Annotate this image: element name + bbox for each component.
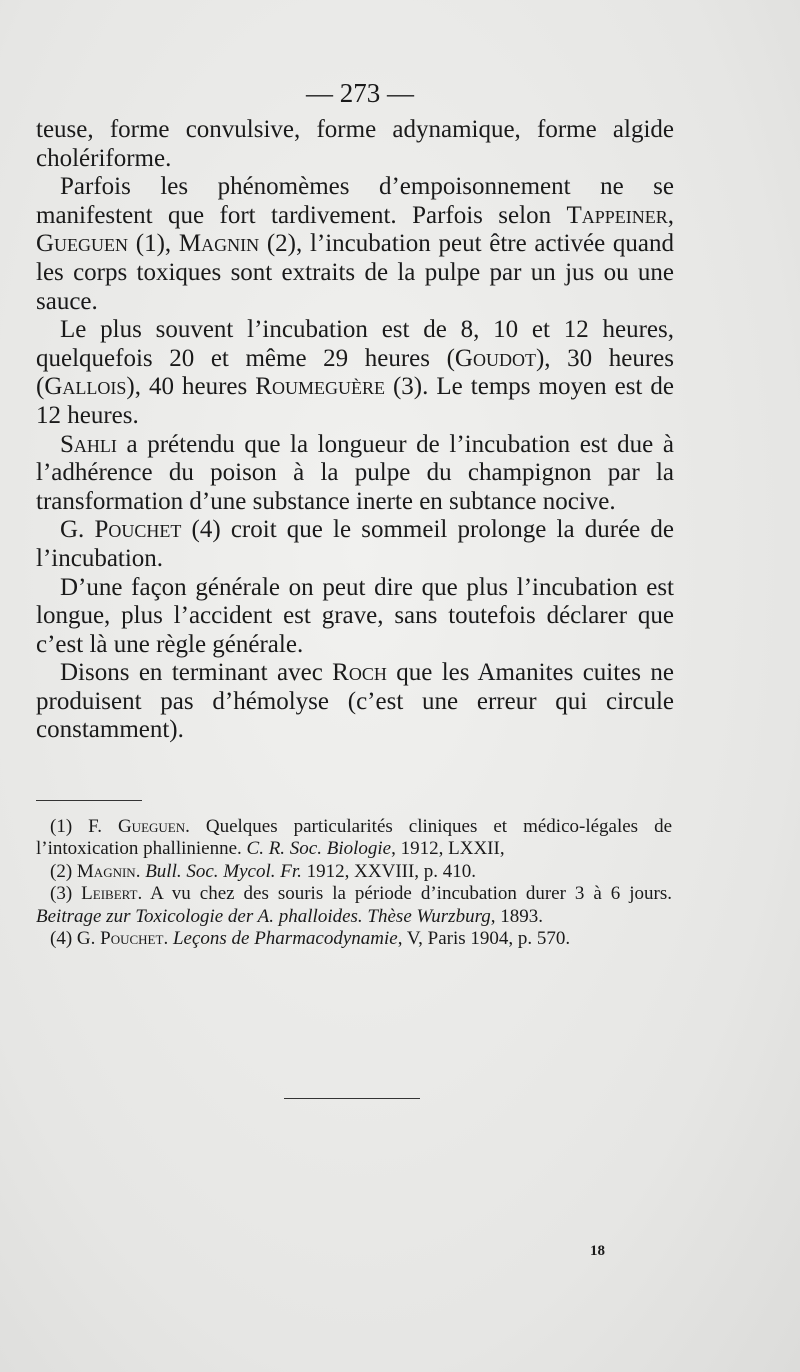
text: a prétendu que la longueur de l’incubation est due à l’adhérence du poison à la pulpe du champignon par la transformation d’une substance inerte en subtance nocive. bbox=[36, 430, 674, 515]
text: . bbox=[135, 860, 146, 882]
author-name: Pouchet bbox=[100, 928, 164, 950]
paragraph-7 bbox=[36, 659, 674, 745]
text: ), 30 heures ( bbox=[36, 344, 674, 401]
paragraph-3 bbox=[36, 316, 674, 430]
citation-title: C. R. Soc. Biologie bbox=[246, 838, 392, 860]
footnote-3 bbox=[36, 883, 672, 928]
paragraph-2 bbox=[36, 173, 674, 316]
text: Parfois les phénomèmes d’empoisonnement ne se manifestent que fort tardivement. Parfois selon bbox=[36, 173, 674, 229]
author-name: Sahli bbox=[60, 430, 117, 458]
footnote-separator bbox=[36, 800, 142, 801]
citation-title: Beitrage zur Toxicologie der A. phalloides. Thèse Wurzburg bbox=[36, 905, 491, 927]
text: , bbox=[667, 201, 674, 229]
author-name: Gueguen bbox=[117, 816, 186, 837]
footnote-number: (4) G. bbox=[50, 928, 101, 950]
text: teuse, forme convulsive, forme adynamique, forme algide cholériforme. bbox=[36, 116, 674, 172]
signature-mark: 18 bbox=[590, 1243, 605, 1259]
text: (1), bbox=[128, 230, 179, 258]
text: (3). Le temps moyen est de 12 heures. bbox=[36, 373, 674, 429]
text: . bbox=[163, 928, 173, 950]
author-name: Leibert bbox=[81, 883, 138, 905]
author-name: Roch bbox=[332, 659, 387, 687]
text: D’une façon générale on peut dire que plus l’incubation est longue, plus l’accident est grave, sans toutefois déclarer que c’est là une règle générale. bbox=[36, 573, 674, 658]
author-name: Magnin bbox=[76, 860, 136, 882]
text: (2), l’incubation peut être activée quand les corps toxiques sont extraits de la pulpe par un jus ou une sauce. bbox=[36, 230, 674, 315]
footnote-4 bbox=[36, 928, 672, 950]
text: 1912, XXVIII, p. 410. bbox=[301, 860, 477, 882]
citation-title: Bull. Soc. Mycol. Fr. bbox=[145, 860, 302, 882]
text: Disons en terminant avec bbox=[60, 659, 333, 687]
footnote-2 bbox=[36, 861, 672, 883]
paragraph-6 bbox=[36, 574, 674, 660]
author-name: Goudot bbox=[454, 344, 536, 372]
page-number: — 273 — bbox=[306, 78, 414, 108]
text: que les Amanites cuites ne produisent pas d’hémolyse (c’est une erreur qui circule constamment). bbox=[36, 659, 674, 744]
footnote-number: (3) bbox=[50, 883, 82, 905]
author-name: Magnin bbox=[178, 230, 260, 258]
author-name: Gueguen bbox=[36, 230, 129, 258]
end-rule bbox=[284, 1098, 420, 1099]
text: . A vu chez des souris la période d’incubation durer 3 à 6 jours. bbox=[137, 883, 672, 905]
citation-title: Leçons de Pharmacodynamie bbox=[172, 928, 398, 950]
text: , 1912, LXXII, bbox=[391, 838, 505, 860]
text: , 1893. bbox=[490, 905, 544, 927]
footnote-number: (2) bbox=[50, 860, 77, 882]
text: . Quelques particularités cliniques et médico-légales de l’intoxication phallinienne. bbox=[36, 816, 673, 860]
author-name: Gallois bbox=[44, 373, 127, 401]
paragraph-5 bbox=[36, 516, 674, 573]
author-name: Tappeiner bbox=[566, 201, 668, 229]
author-name: Pouchet bbox=[94, 516, 182, 544]
paragraph-4 bbox=[36, 431, 674, 517]
text: (4) croit que le sommeil prolonge la durée de l’incubation. bbox=[36, 516, 675, 572]
text: , V, Paris 1904, p. 570. bbox=[397, 928, 571, 950]
text: ), 40 heures bbox=[126, 373, 256, 401]
text: G. bbox=[60, 516, 95, 544]
footnote-number: (1) F. bbox=[50, 816, 118, 837]
body-text bbox=[36, 116, 674, 745]
text: Le plus souvent l’incubation est de 8, 10 et 12 heures, quelquefois 20 et même 29 heures ( bbox=[36, 316, 674, 372]
author-name: Roumeguère bbox=[255, 373, 385, 401]
footnote-1 bbox=[36, 816, 672, 861]
footnotes bbox=[36, 816, 672, 950]
paragraph-1 bbox=[36, 116, 674, 173]
